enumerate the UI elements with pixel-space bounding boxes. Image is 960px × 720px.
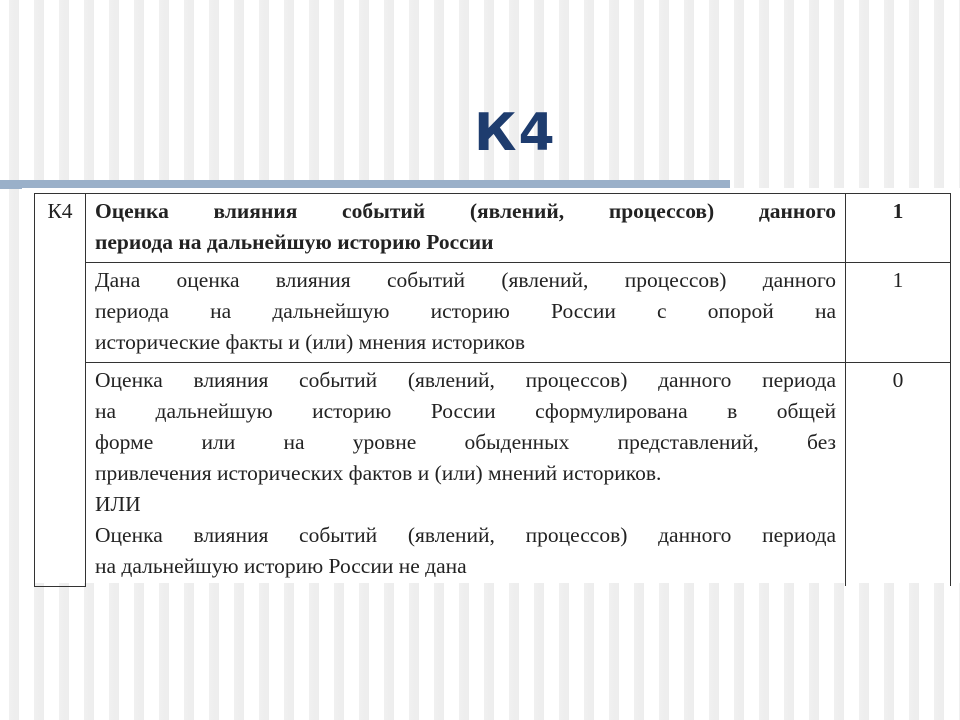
table-row [35, 363, 951, 587]
criteria-table [34, 193, 951, 587]
description-line: Оценка влияния событий (явлений, процессов) данного периода [95, 368, 836, 392]
criterion-description-cell [86, 263, 846, 363]
description-line: Дана оценка влияния событий (явлений, процессов) данного [95, 268, 836, 292]
table-row [35, 263, 951, 363]
heading-line: периода на дальнейшую историю России [95, 230, 494, 254]
criterion-description-cell [86, 363, 846, 587]
description-line: на дальнейшую историю России не дана [95, 554, 467, 578]
criteria-table-image [22, 188, 960, 583]
description-line: на дальнейшую историю России сформулирована в общей [95, 399, 836, 423]
description-line: форме или на уровне обыденных представлений, без [95, 430, 836, 454]
score-cell: 0 [846, 363, 951, 587]
description-line: Оценка влияния событий (явлений, процессов) данного периода [95, 523, 836, 547]
criterion-code-cell: К4 [35, 194, 86, 587]
table-row-header [35, 194, 951, 263]
description-line: ИЛИ [95, 492, 141, 516]
max-score-cell: 1 [846, 194, 951, 263]
heading-line: Оценка влияния событий (явлений, процессов) данного [95, 199, 836, 223]
criterion-heading-cell [86, 194, 846, 263]
description-line: привлечения исторических фактов и (или) мнений историков. [95, 461, 662, 485]
score-cell: 1 [846, 263, 951, 363]
description-line: периода на дальнейшую историю России с опорой на [95, 299, 836, 323]
slide-title: К4 [474, 103, 557, 163]
description-line: исторические факты и (или) мнения историков [95, 330, 525, 354]
